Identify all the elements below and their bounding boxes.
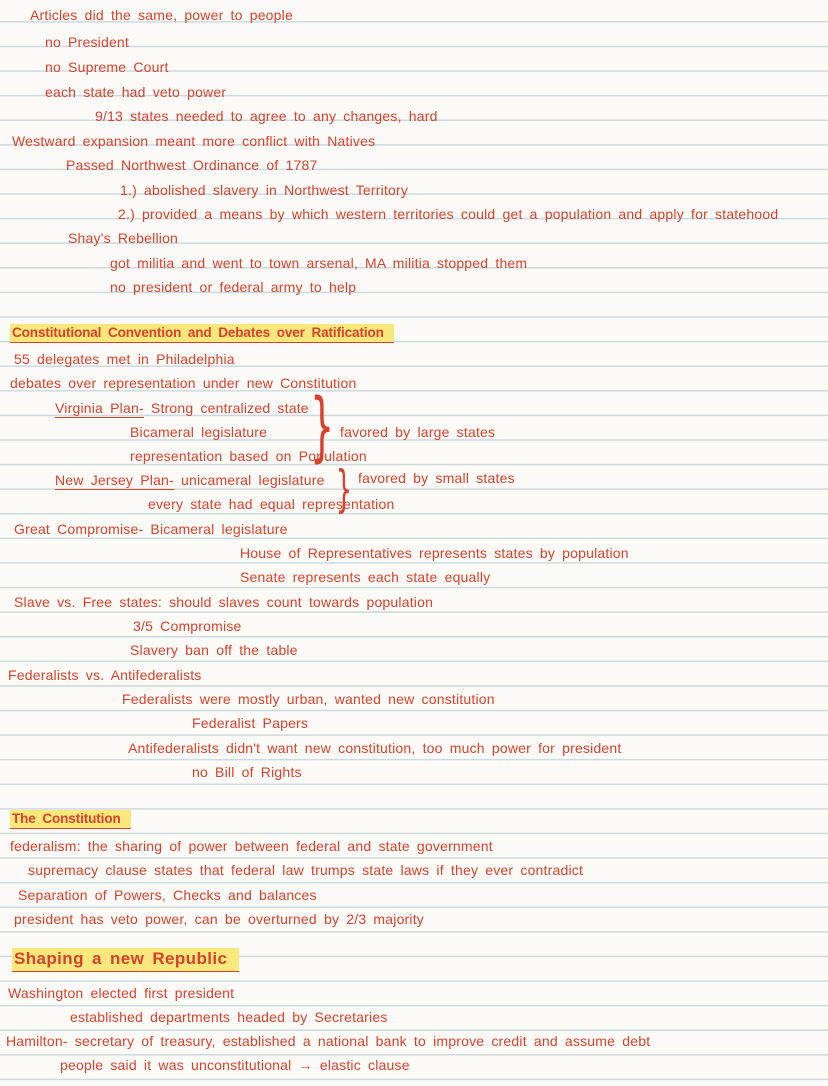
note-line: Shay's Rebellion [68,230,179,246]
note-line: Washington elected first president [8,985,235,1001]
brace-annotation: favored by small states [358,470,515,486]
note-line: 9/13 states needed to agree to any changes, hard [95,108,438,124]
note-line: Federalists vs. Antifederalists [8,667,202,683]
note-line: Federalists were mostly urban, wanted new constitution [122,691,495,707]
note-line: Antifederalists didn't want new constitution, too much power for president [128,740,622,756]
curly-brace-icon: } [336,460,352,518]
note-line: supremacy clause states that federal law trumps state laws if they ever contradict [28,862,584,878]
note-line: Westward expansion meant more conflict with Natives [12,133,376,149]
note-line: Virginia Plan- Strong centralized state [55,400,309,416]
note-line: Senate represents each state equally [240,569,491,585]
curly-brace-icon: } [310,381,335,470]
note-line: Bicameral legislature [130,424,268,440]
note-line: Separation of Powers, Checks and balances [18,887,317,903]
note-line: 55 delegates met in Philadelphia [14,351,235,367]
section-heading [12,950,239,968]
note-line: got militia and went to town arsenal, MA militia stopped them [110,255,528,271]
highlighted-heading: Constitutional Convention and Debates over Ratification [10,324,394,343]
note-line: Hamilton- secretary of treasury, established a national bank to improve credit and assume debt [6,1033,651,1049]
note-line: debates over representation under new Constitution [10,375,357,391]
note-line: Federalist Papers [192,715,309,731]
note-line: Passed Northwest Ordinance of 1787 [66,157,318,173]
note-line: established departments headed by Secretaries [70,1009,388,1025]
brace-annotation: favored by large states [340,424,496,440]
note-line: representation based on Population [130,448,367,464]
note-line: no Supreme Court [45,59,169,75]
highlighted-heading: The Constitution [10,810,131,829]
note-line: Slave vs. Free states: should slaves count towards population [14,594,434,610]
note-line: House of Representatives represents states by population [240,545,629,561]
note-line: 3/5 Compromise [133,618,242,634]
underlined-term: New Jersey Plan- [55,472,174,488]
note-line: Great Compromise- Bicameral legislature [14,521,288,537]
highlighted-heading: Shaping a new Republic [12,948,239,972]
note-line: federalism: the sharing of power between federal and state government [10,838,493,854]
note-line: Slavery ban off the table [130,642,298,658]
note-line: each state had veto power [45,84,227,100]
note-line: no president or federal army to help [110,279,357,295]
section-heading [10,809,131,827]
section-heading [10,323,394,341]
note-line: president has veto power, can be overturned by 2/3 majority [14,911,425,927]
note-line: New Jersey Plan- unicameral legislature [55,472,325,488]
note-line: no Bill of Rights [192,764,302,780]
note-line: 1.) abolished slavery in Northwest Territory [120,182,409,198]
note-line: 2.) provided a means by which western territories could get a population and apply for statehood [118,206,779,222]
note-line: people said it was unconstitutional → elastic clause [60,1057,410,1073]
note-line: no President [45,34,130,50]
underlined-term: Virginia Plan- [55,400,144,416]
note-line: every state had equal representation [148,496,395,512]
note-line: Articles did the same, power to people [30,7,293,23]
